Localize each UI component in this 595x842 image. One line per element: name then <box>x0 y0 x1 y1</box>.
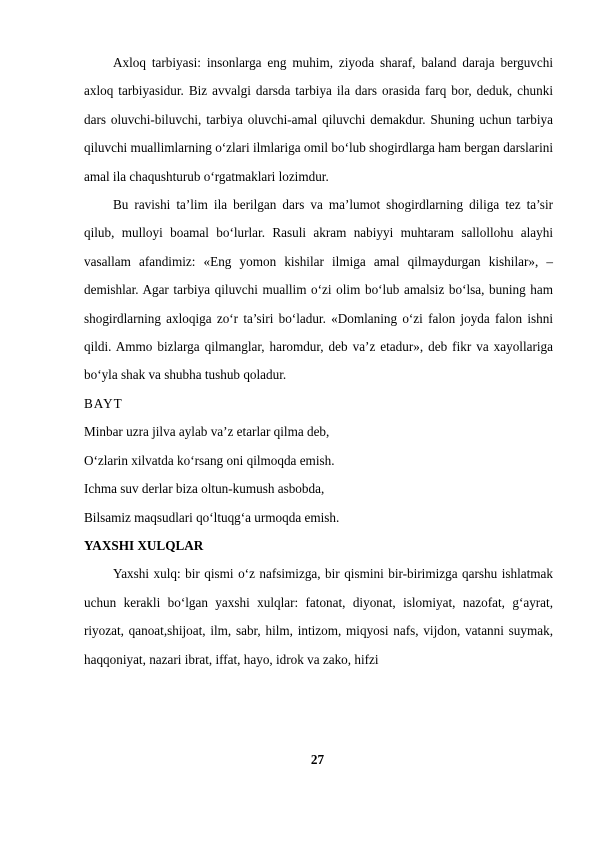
section-heading: YAXSHI XULQLAR <box>84 537 204 553</box>
paragraph-good-manners: Yaxshi xulq: bir qismi o‘z nafsimizga, bir qismini bir-birimizga qarshu ishlatmak uchun kerakli bo‘lgan yaxshi xulqlar: fatonat, diyonat, islomiyat, nazofat, g‘ayrat, riyozat, qanoat,shijoat, ilm, sabr, hilm, intizom, miqyosi nafs, vijdon, vatanni suymak, haqqoniyat, nazari ibrat, iffat, hayo, idrok va zako, hifzi <box>84 566 553 667</box>
bayt-title: BAYT <box>84 395 123 411</box>
page-content <box>84 49 553 674</box>
bayt-line: Bilsamiz maqsudlari qo‘ltuqg‘a urmoqda emish. <box>84 509 340 525</box>
paragraph-teaching-method: Bu ravishi ta’lim ila berilgan dars va ma’lumot shogirdlarning diliga tez ta’sir qilub, mulloyi boamal bo‘lurlar. Rasuli akram nabiyyi muhtaram sallollohu alayhi vasallam afandimiz: «Eng yomon kishilar ilmiga amal qilmaydurgan kishilar», – demishlar. Agar tarbiya qiluvchi muallim o‘zi olim bo‘lub amalsiz bo‘lsa, buning ham shogirdlarning axloqiga zo‘r ta’siri bo‘ladur. «Domlaning o‘zi falon joyda falon ishni qildi. Ammo bizlarga qilmanglar, haromdur, deb va’z etadur», deb fikr va xayollariga bo‘yla shak va shubha tushub qoladur. <box>84 197 553 383</box>
bayt-line: Minbar uzra jilva aylab va’z etarlar qilma deb, <box>84 424 330 440</box>
bayt-line: Ichma suv derlar biza oltun-kumush asbobda, <box>84 481 325 497</box>
bayt-line: O‘zlarin xilvatda ko‘rsang oni qilmoqda emish. <box>84 452 335 468</box>
page-number: 27 <box>310 752 325 767</box>
paragraph-moral-education: Axloq tarbiyasi: insonlarga eng muhim, ziyoda sharaf, baland daraja berguvchi axloq tarbiyasidur. Biz avvalgi darsda tarbiya ila dars orasida farq bor, deduk, chunki dars oluvchi-biluvchi, tarbiya oluvchi-amal qiluvchi demakdur. Shuning uchun tarbiya qiluvchi muallimlarning o‘zlari ilmlariga omil bo‘lub shogirdlarga ham bergan darslarini amal ila chaqushturub o‘rgatmaklari lozimdur. <box>84 55 553 184</box>
